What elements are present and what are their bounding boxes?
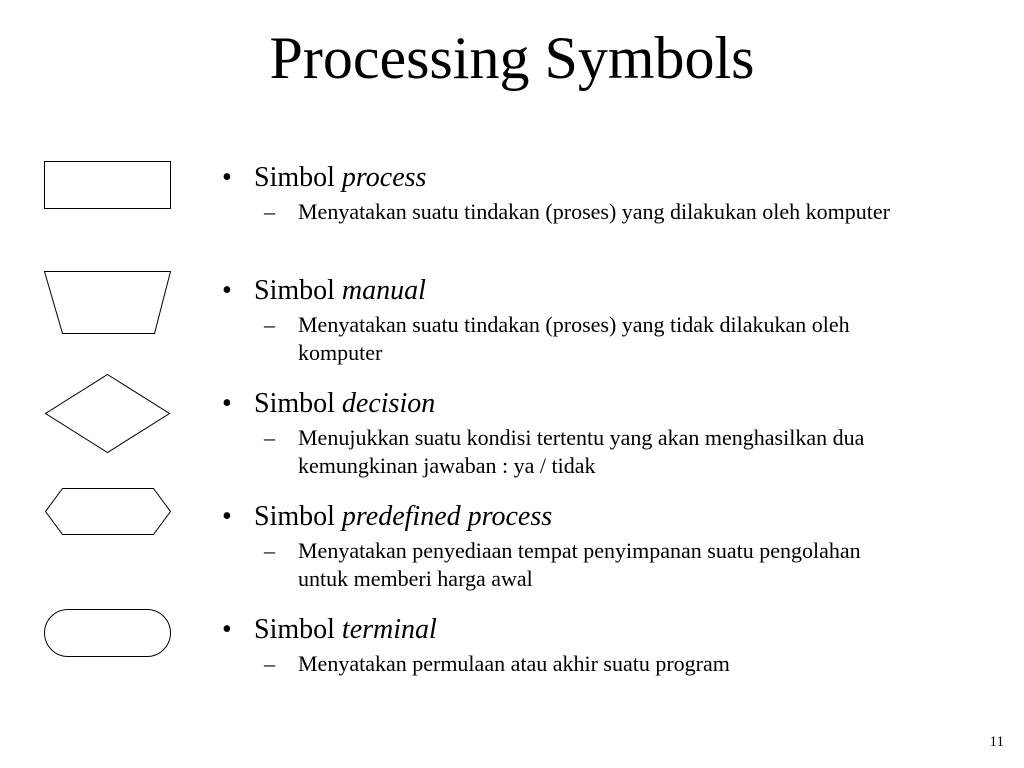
bullet-icon: • — [222, 162, 232, 193]
description-text: Menyatakan penyediaan tempat penyimpanan suatu pengolahan untuk memberi harga awal — [298, 538, 861, 591]
bullet-description — [264, 537, 898, 593]
list-item — [222, 274, 922, 367]
description-text: Menyatakan suatu tindakan (proses) yang dilakukan oleh komputer — [298, 199, 891, 224]
list-item — [222, 613, 922, 678]
bullet-prefix: Simbol — [254, 614, 335, 645]
description-text: Menyatakan suatu tindakan (proses) yang tidak dilakukan oleh komputer — [298, 312, 850, 365]
bullet-term: predefined process — [341, 501, 553, 532]
bullet-prefix: Simbol — [254, 388, 335, 419]
bullet-icon: • — [222, 501, 232, 532]
bullet-term: process — [341, 162, 427, 193]
dash-icon: – — [264, 425, 275, 450]
bullet-icon: • — [222, 388, 232, 419]
dash-icon: – — [264, 199, 275, 224]
list-item — [222, 500, 922, 593]
bullet-prefix: Simbol — [254, 501, 335, 532]
bullet-heading — [222, 613, 922, 647]
description-text: Menyatakan permulaan atau akhir suatu program — [298, 651, 730, 676]
bullet-description — [264, 424, 898, 480]
dash-icon: – — [264, 651, 275, 676]
bullet-description — [264, 311, 898, 367]
slide-title: Processing Symbols — [269, 25, 755, 91]
bullet-heading — [222, 500, 922, 534]
bullet-icon: • — [222, 614, 232, 645]
bullet-icon: • — [222, 275, 232, 306]
list-item — [222, 161, 922, 226]
bullet-prefix: Simbol — [254, 162, 335, 193]
bullet-heading — [222, 387, 922, 421]
dash-icon: – — [264, 538, 275, 563]
bullet-heading — [222, 274, 922, 308]
bullet-term: terminal — [341, 614, 437, 645]
description-text: Menujukkan suatu kondisi tertentu yang akan menghasilkan dua kemungkinan jawaban : ya / tidak — [298, 425, 865, 478]
page-number: 11 — [989, 734, 1004, 750]
bullet-prefix: Simbol — [254, 275, 335, 306]
bullet-heading — [222, 161, 922, 195]
dash-icon: – — [264, 312, 275, 337]
bullet-description — [264, 198, 898, 226]
list-item — [222, 387, 922, 480]
bullet-term: decision — [341, 388, 436, 419]
bullet-term: manual — [341, 275, 426, 306]
bullet-description — [264, 650, 898, 678]
